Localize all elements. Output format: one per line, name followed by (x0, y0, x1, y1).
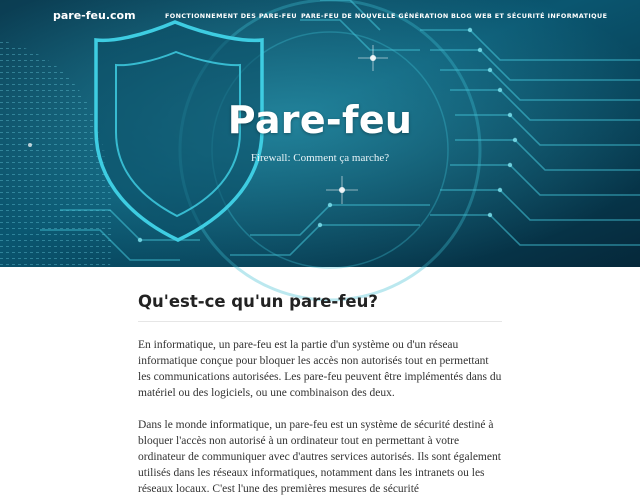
article-paragraph: Dans le monde informatique, un pare-feu est un système de sécurité destiné à bloquer l'accès non autorisé à un ordinateur tout en permettant à votre ordinateur de communiquer avec d'autres services autorisés. Ils sont également utilisés dans les réseaux informatiques, notamment dans les intranets ou les réseaux locaux. C'est l'une des premières mesures de sécurité (138, 419, 501, 495)
site-title-link[interactable]: pare-feu.com (53, 9, 136, 22)
hero-title: Pare-feu (227, 98, 413, 142)
top-navigation (0, 0, 640, 34)
article-heading: Qu'est-ce qu'un pare-feu? (138, 292, 378, 311)
nav-link-nouvelle-generation[interactable]: PARE-FEU DE NOUVELLE GÉNÉRATION (301, 12, 449, 20)
article-content (138, 291, 502, 497)
heading-divider (138, 321, 502, 322)
article-paragraph: En informatique, un pare-feu est la partie d'un système ou d'un réseau informatique conçue pour bloquer les accès non autorisés tout en permettant les communications autorisées. Les pare-feu peuvent être implémentés dans du matériel ou des logiciels, ou une combinaison des deux. (138, 339, 502, 399)
hero-subtitle: Firewall: Comment ça marche? (250, 152, 390, 164)
nav-link-fonctionnement[interactable]: FONCTIONNEMENT DES PARE-FEU (165, 12, 297, 20)
nav-link-blog-securite[interactable]: BLOG WEB ET SÉCURITÉ INFORMATIQUE (451, 12, 608, 20)
